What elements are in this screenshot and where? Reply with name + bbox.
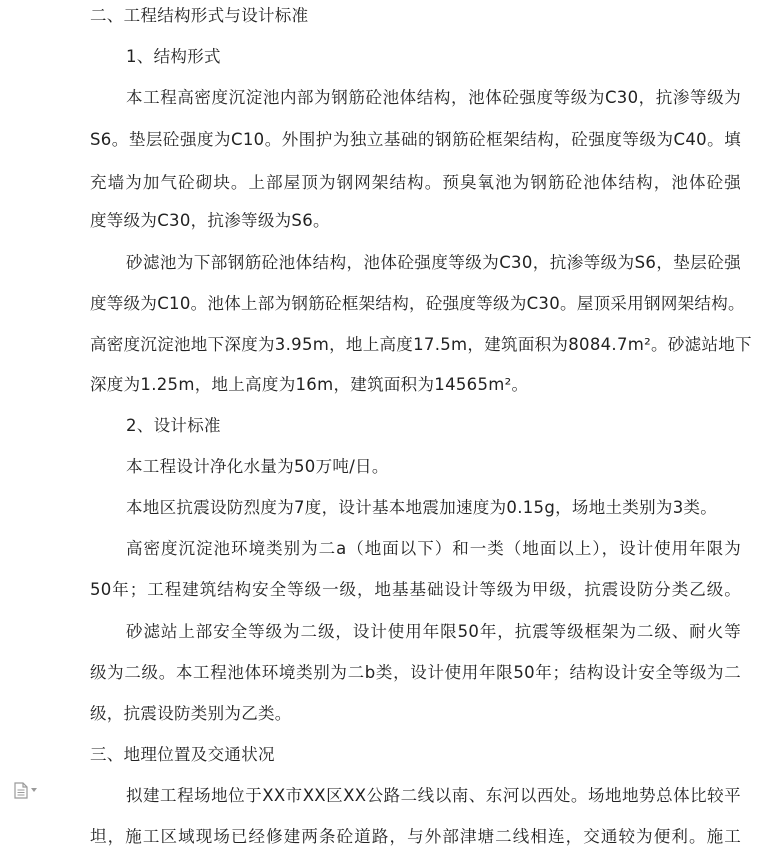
chevron-down-icon bbox=[31, 788, 37, 792]
paragraph-line: 拟建工程场地位于XX市XX区XX公路二线以南、东河以西处。场地地势总体比较平 bbox=[126, 786, 741, 805]
document-icon[interactable] bbox=[14, 781, 44, 799]
paragraph-line: 砂滤站上部安全等级为二级，设计使用年限50年，抗震等级框架为二级、耐火等 bbox=[126, 622, 741, 641]
paragraph-line: 坦，施工区域现场已经修建两条砼道路，与外部津塘二线相连，交通较为便利。施工 bbox=[90, 827, 741, 846]
file-icon bbox=[14, 782, 28, 799]
paragraph-line: 级为二级。本工程池体环境类别为二b类，设计使用年限50年；结构设计安全等级为二 bbox=[90, 663, 741, 682]
paragraph-line: S6。垫层砼强度为C10。外围护为独立基础的钢筋砼框架结构，砼强度等级为C40。填 bbox=[90, 130, 741, 149]
paragraph-line: 度等级为C10。池体上部为钢筋砼框架结构，砼强度等级为C30。屋顶采用钢网架结构。 bbox=[90, 294, 745, 313]
paragraph-line: 50年；工程建筑结构安全等级一级，地基基础设计等级为甲级，抗震设防分类乙级。 bbox=[90, 580, 741, 599]
section-heading-location: 三、地理位置及交通状况 bbox=[90, 745, 275, 764]
section-heading-structure: 二、工程结构形式与设计标准 bbox=[90, 6, 309, 25]
paragraph-line: 本工程设计净化水量为50万吨/日。 bbox=[126, 457, 389, 476]
paragraph-line: 级，抗震设防类别为乙类。 bbox=[90, 704, 292, 723]
paragraph-line: 砂滤池为下部钢筋砼池体结构，池体砼强度等级为C30，抗渗等级为S6，垫层砼强 bbox=[126, 253, 741, 272]
subheading-structure-form: 1、结构形式 bbox=[126, 47, 221, 66]
paragraph-line: 高密度沉淀池环境类别为二a（地面以下）和一类（地面以上），设计使用年限为 bbox=[126, 539, 741, 558]
paragraph-line: 高密度沉淀池地下深度为3.95m，地上高度17.5m，建筑面积为8084.7m²。砂滤站地下 bbox=[90, 335, 752, 354]
paragraph-line: 充墙为加气砼砌块。上部屋顶为钢网架结构。预臭氧池为钢筋砼池体结构，池体砼强 bbox=[90, 173, 741, 192]
subheading-design-standard: 2、设计标准 bbox=[126, 416, 221, 435]
paragraph-line: 本工程高密度沉淀池内部为钢筋砼池体结构，池体砼强度等级为C30，抗渗等级为 bbox=[126, 88, 741, 107]
paragraph-line: 深度为1.25m，地上高度为16m，建筑面积为14565m²。 bbox=[90, 375, 529, 394]
paragraph-line: 度等级为C30，抗渗等级为S6。 bbox=[90, 211, 330, 230]
paragraph-line: 本地区抗震设防烈度为7度，设计基本地震加速度为0.15g，场地土类别为3类。 bbox=[126, 498, 718, 517]
